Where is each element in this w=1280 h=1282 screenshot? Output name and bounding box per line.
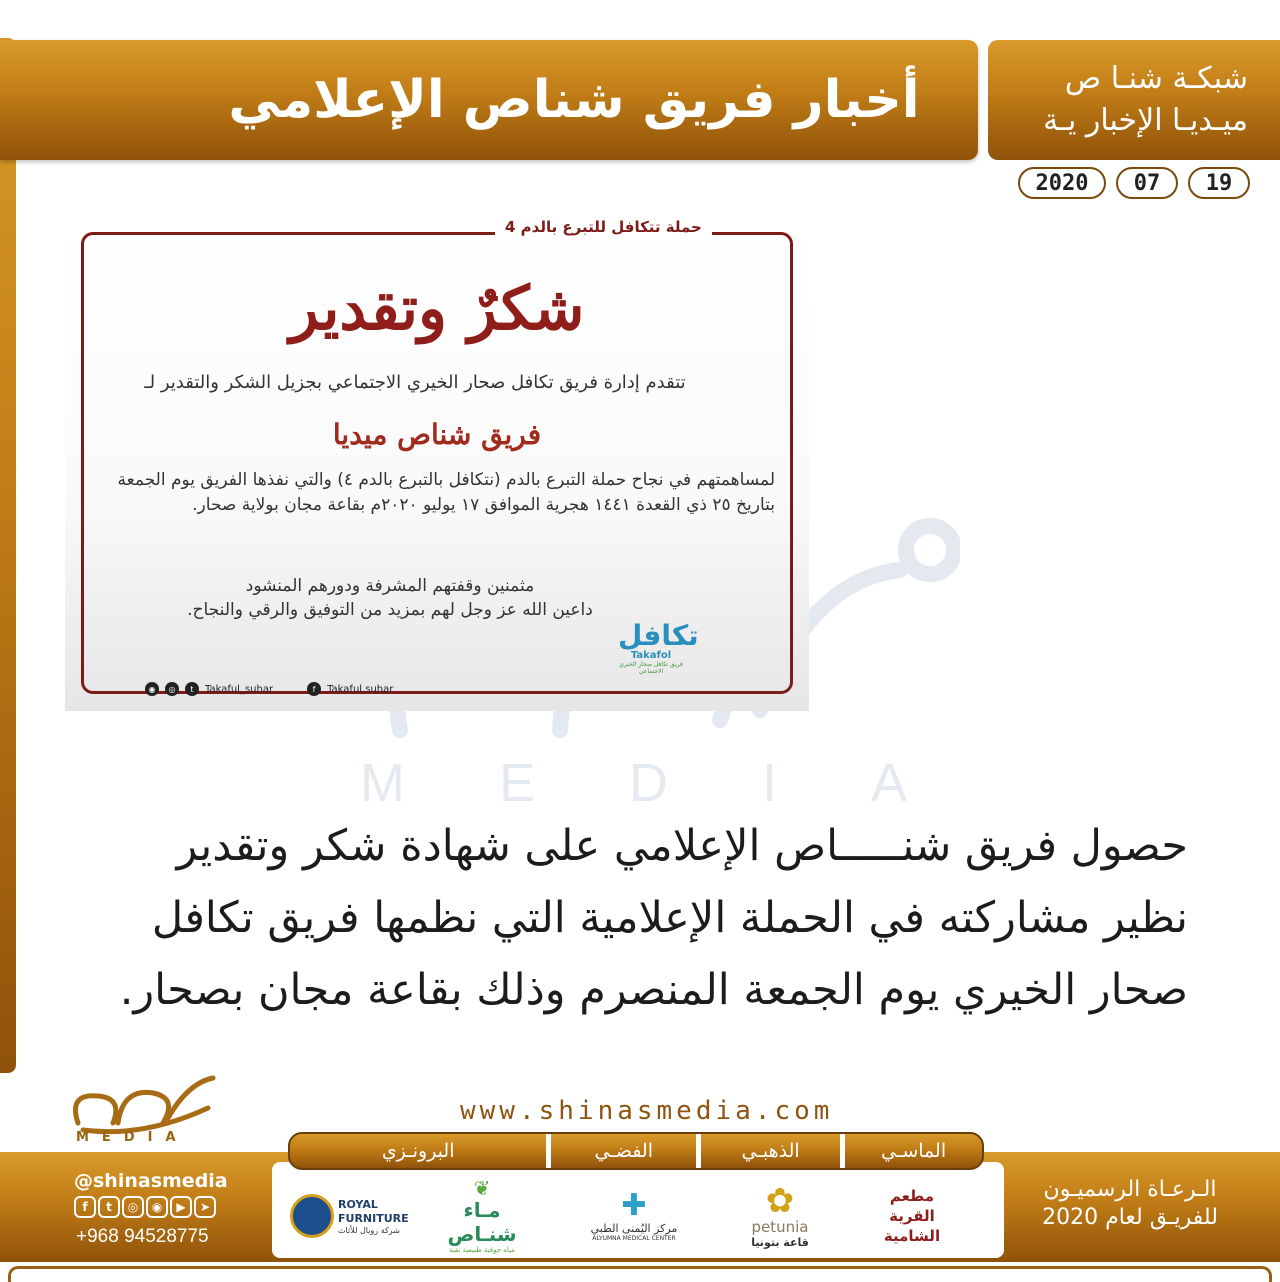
sponsors-caption-line-1: الـرعـاة الرسميـون [1043,1177,1217,1202]
brand-line-1: شبكـة شنـا ص [1064,61,1248,96]
takafol-logo-sub: فريق تكافل صحار الخيري الاجتماعي [619,661,683,675]
brand-line-2: ميـديـا الإخبار يـة [1043,103,1248,138]
date-month: 07 [1116,167,1178,199]
takafol-logo-english: Takafol [630,650,672,661]
sponsor-name: مطعم القرية الشامية [883,1187,941,1245]
certificate-thanks-line-2: داعين الله عز وجل لهم بمزيد من التوفيق والرقي والنجاح. [187,600,593,620]
certificate-image [65,218,809,711]
date-year: 2020 [1018,167,1106,199]
footer-logo-text: MEDIA [76,1130,189,1145]
telegram-icon[interactable]: ➤ [194,1196,216,1218]
tier-bronze: البرونـزي [381,1140,455,1162]
left-decorative-strip [0,38,16,1073]
certificate-campaign: حملة تتكافل للتبرع بالدم 4 [495,218,712,236]
instagram-icon: ◎ [165,682,179,696]
date-day: 19 [1188,167,1250,199]
sponsor-name: ROYAL FURNITURE [338,1197,409,1225]
sponsor-name: مـاء شنـاص [447,1198,517,1246]
sponsors-caption-line-2: للفريـق لعام 2020 [1042,1205,1218,1230]
certificate-heading: شكرٌ وتقدير [289,274,585,344]
twitter-icon[interactable]: t [98,1196,120,1218]
royal-crest-icon [290,1194,334,1238]
sponsor-sub: ALYUMNA MEDICAL CENTER [592,1235,676,1242]
certificate-intro: تتقدم إدارة فريق تكافل صحار الخيري الاجتماعي بجزيل الشكر والتقدير لـ [144,372,686,393]
social-handle[interactable]: @shinasmedia [74,1170,228,1192]
leaf-icon: ❦ [473,1176,491,1200]
youtube-icon[interactable]: ▶ [170,1196,192,1218]
sponsor-sub: شركة رويال للأثاث [338,1225,400,1235]
twitter-icon: t [185,682,199,696]
certificate-facebook-handle: Takaful.suhar [327,683,394,695]
facebook-icon[interactable]: f [74,1196,96,1218]
certificate-body: لمساهمتهم في نجاح حملة التبرع بالدم (نتكافل بالتبرع بالدم ٤) والتي نفذها الفريق يوم الجمعة بتاريخ ٢٥ ذي القعدة ١٤٤١ هجرية الموافق ١٧ يوليو ٢٠٢٠م بقاعة مجان بولاية صحار. [117,470,775,515]
certificate-instagram-handle: Takaful_suhar [205,683,274,695]
tier-gold: الذهبـي [696,1134,840,1168]
lotus-icon: ✿ [765,1180,795,1221]
certificate-thanks [165,574,615,622]
sponsor-sub: مياه جوفية طبيعية نقية [449,1246,515,1254]
article-text: حصول فريق شنـــــاص الإعلامي على شهادة شكر وتقدير نظير مشاركته في الحملة الإعلامية التي نظمها فريق تكافل صحار الخيري يوم الجمعة المنصرم وذلك بقاعة مجان بصحار. [119,821,1188,1015]
instagram-icon[interactable]: ◎ [122,1196,144,1218]
sponsors-caption [1014,1176,1246,1232]
tier-silver: الفضـي [546,1134,696,1168]
sponsor-tier-bar [288,1132,984,1170]
social-icons-row [74,1196,216,1218]
sponsor-qarya-shamiya [880,1176,944,1256]
headline-bar [0,40,978,160]
sponsor-royal-furniture [288,1176,416,1256]
brand-box [988,40,1280,160]
snapchat-icon[interactable]: ◉ [146,1196,168,1218]
headline-title: أخبار فريق شناص الإعلامي [228,70,920,130]
medical-icon: ✚ [621,1188,647,1223]
tier-diamond: الماسـي [840,1134,982,1168]
facebook-icon: f [307,682,321,696]
website-link[interactable]: www.shinasmedia.com [460,1096,834,1126]
watermark-text: MEDIA [360,753,1002,813]
certificate-social-row [145,682,393,696]
sponsor-alyumna [582,1176,686,1256]
sponsor-petunia [732,1176,828,1256]
sponsor-maa-shinas [432,1176,532,1256]
certificate-recipient: فريق شناص ميديا [332,418,542,451]
snapchat-icon: ◉ [145,682,159,696]
sponsor-name: petunia [751,1217,809,1236]
sponsor-name: مركز اليُمنى الطبي [590,1222,678,1235]
takafol-logo-arabic: تكافل [618,619,699,652]
takafol-logo [618,619,699,675]
sponsor-sub: قاعة بتونيا [751,1235,809,1249]
certificate-thanks-line-1: مثمنين وقفتهم المشرفة ودورهم المنشود [245,576,535,596]
phone-number: +968 94528775 [76,1226,209,1247]
